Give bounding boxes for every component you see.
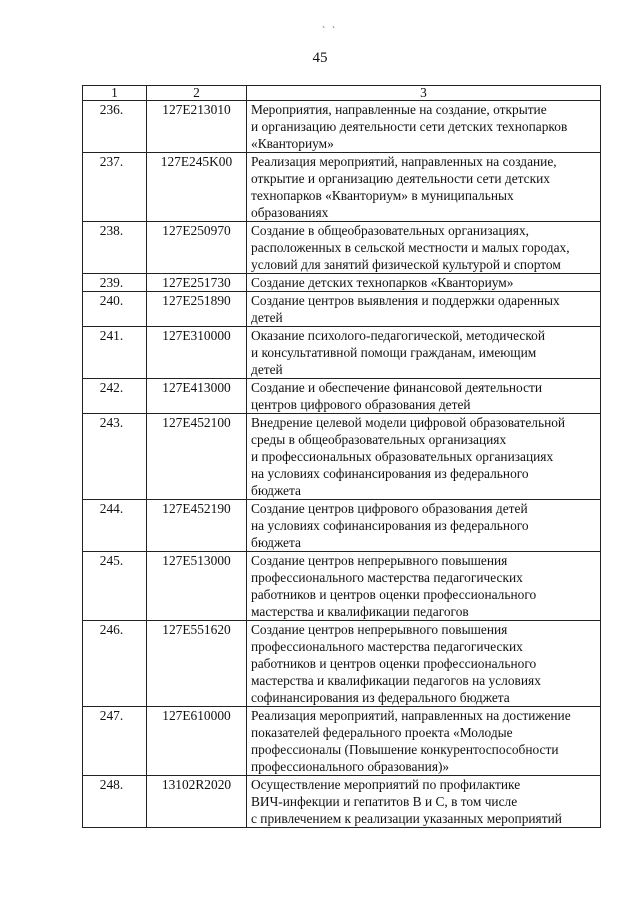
row-description: Создание центров выявления и поддержки одаренных детей <box>247 292 601 327</box>
budget-code: 127E250970 <box>147 222 247 274</box>
row-number: 245. <box>83 552 147 621</box>
table-row <box>83 552 601 621</box>
budget-code: 127E310000 <box>147 327 247 379</box>
row-description: Создание центров непрерывного повышения профессионального мастерства педагогических работников и центров оценки профессионального мастерства и квалификации педагогов <box>247 552 601 621</box>
table-row <box>83 222 601 274</box>
row-number: 241. <box>83 327 147 379</box>
budget-code: 127E452190 <box>147 500 247 552</box>
table-body <box>83 101 601 828</box>
table-row <box>83 153 601 222</box>
row-description: Создание центров непрерывного повышения профессионального мастерства педагогических работников и центров оценки профессионального мастерства и квалификации педагогов на условиях софинансирования из федерального бюджета <box>247 621 601 707</box>
row-description: Осуществление мероприятий по профилактике ВИЧ-инфекции и гепатитов В и С, в том числе с привлечением к реализации указанных мероприятий <box>247 776 601 828</box>
row-description: Создание в общеобразовательных организациях, расположенных в сельской местности и малых городах, условий для занятий физической культурой и спортом <box>247 222 601 274</box>
table-row <box>83 101 601 153</box>
column-header: 1 <box>83 86 147 101</box>
table-row <box>83 327 601 379</box>
column-header: 3 <box>247 86 601 101</box>
budget-code: 127E551620 <box>147 621 247 707</box>
table-row <box>83 621 601 707</box>
budget-code: 127E245K00 <box>147 153 247 222</box>
page-number: 45 <box>312 50 328 66</box>
row-description: Создание детских технопарков «Кванториум» <box>247 274 601 292</box>
row-description: Внедрение целевой модели цифровой образовательной среды в общеобразовательных организациях и профессиональных образовательных организациях на условиях софинансирования из федерального бюджета <box>247 414 601 500</box>
row-number: 248. <box>83 776 147 828</box>
table-row <box>83 414 601 500</box>
budget-codes-table <box>82 85 601 828</box>
budget-code: 127E513000 <box>147 552 247 621</box>
budget-code: 13102R2020 <box>147 776 247 828</box>
column-header: 2 <box>147 86 247 101</box>
row-number: 244. <box>83 500 147 552</box>
budget-code: 127E413000 <box>147 379 247 414</box>
row-number: 239. <box>83 274 147 292</box>
row-number: 247. <box>83 707 147 776</box>
row-number: 246. <box>83 621 147 707</box>
table-row <box>83 379 601 414</box>
row-description: Мероприятия, направленные на создание, открытие и организацию деятельности сети детских технопарков «Кванториум» <box>247 101 601 153</box>
row-description: Реализация мероприятий, направленных на создание, открытие и организацию деятельности сети детских технопарков «Кванториум» в муниципальных образованиях <box>247 153 601 222</box>
table-row <box>83 274 601 292</box>
top-mark: ` ` <box>322 26 338 37</box>
row-number: 242. <box>83 379 147 414</box>
row-description: Создание и обеспечение финансовой деятельности центров цифрового образования детей <box>247 379 601 414</box>
row-number: 240. <box>83 292 147 327</box>
budget-code: 127E213010 <box>147 101 247 153</box>
row-number: 236. <box>83 101 147 153</box>
budget-code: 127E251730 <box>147 274 247 292</box>
row-description: Реализация мероприятий, направленных на достижение показателей федерального проекта «Молодые профессионалы (Повышение конкурентоспособности профессионального образования)» <box>247 707 601 776</box>
budget-code: 127E452100 <box>147 414 247 500</box>
row-description: Создание центров цифрового образования детей на условиях софинансирования из федерального бюджета <box>247 500 601 552</box>
row-number: 237. <box>83 153 147 222</box>
table-row <box>83 707 601 776</box>
budget-code: 127E610000 <box>147 707 247 776</box>
table-row <box>83 292 601 327</box>
row-description: Оказание психолого-педагогической, методической и консультативной помощи гражданам, имеющим детей <box>247 327 601 379</box>
row-number: 243. <box>83 414 147 500</box>
budget-code: 127E251890 <box>147 292 247 327</box>
table-row <box>83 500 601 552</box>
table-row <box>83 776 601 828</box>
table-header-row <box>83 86 601 101</box>
row-number: 238. <box>83 222 147 274</box>
